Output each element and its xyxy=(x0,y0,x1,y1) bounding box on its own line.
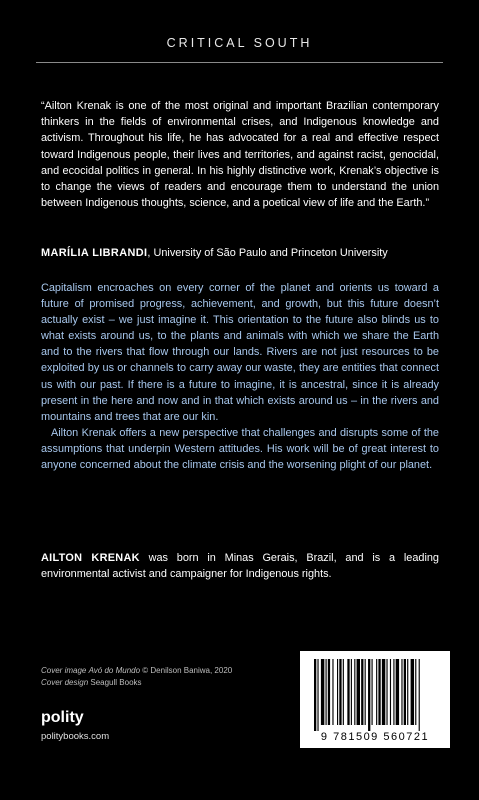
cover-design-label: Cover design xyxy=(41,677,89,687)
author-bio-text: was born in Minas Gerais, Brazil, and is a leading environmental activist and campaigner for Indigenous rights. xyxy=(41,552,439,581)
cover-image-title: Avó do Mundo xyxy=(88,666,141,675)
cover-credits xyxy=(41,665,232,688)
barcode-bars xyxy=(300,651,450,731)
description-paragraph-1: Capitalism encroaches on every corner of the planet and orients us toward a future of promised progress, achievement, and growth, but this future doesn’t actually exist – we just imagine it. This orientation to the future also blinds us to what exists around us, to the plants and animals with which we share the Earth and to the rivers that flow through our lands. Rivers are not just resources to be exploited by us or channels to carry away our waste, they are entities that connect us with our past. If there is a future to imagine, it is ancestral, since it is already present in the here and now and in that which exists around us – in the rivers and mountains and trees that are our kin. xyxy=(41,282,439,423)
endorsement-quote: “Ailton Krenak is one of the most original and important Brazilian contemporary thinkers in the fields of environmental crises, and Indigenous knowledge and activism. Throughout his life, he has advocated for a real and effective respect toward Indigenous people, their lives and territories, and against racist, genocidal, and ecocidal politics in general. In his highly distinctive work, Krenak’s objective is to change the views of readers and encourage them to understand the union between Indigenous thoughts, science, and a poetical view of life and the Earth.” xyxy=(41,100,439,210)
isbn-barcode xyxy=(300,651,450,748)
book-description xyxy=(41,280,439,473)
series-divider xyxy=(36,62,443,63)
cover-image-label: Cover image xyxy=(41,666,87,675)
series-title: CRITICAL SOUTH xyxy=(166,36,313,50)
cover-image-credit xyxy=(41,665,232,677)
publisher-url: politybooks.com xyxy=(41,731,110,742)
endorser-name: MARÍLIA LIBRANDI xyxy=(41,247,148,259)
endorsement-attribution xyxy=(41,245,439,261)
cover-image-artist: © Denilson Baniwa, 2020 xyxy=(140,666,233,675)
author-name: AILTON KRENAK xyxy=(41,552,140,564)
isbn-digits: 9 781509 560721 xyxy=(320,731,430,743)
cover-design-name: Seagull Books xyxy=(90,677,142,687)
description-paragraph-2: Ailton Krenak offers a new perspective that challenges and disrupts some of the assumptions that underpin Western attitudes. His work will be of great interest to anyone concerned about the climate crisis and the worsening plight of our planet. xyxy=(41,426,439,472)
publisher-logo: polity xyxy=(41,709,84,726)
cover-design-credit xyxy=(41,677,232,689)
author-bio xyxy=(41,550,439,582)
endorser-affiliation: , University of São Paulo and Princeton University xyxy=(147,247,388,259)
